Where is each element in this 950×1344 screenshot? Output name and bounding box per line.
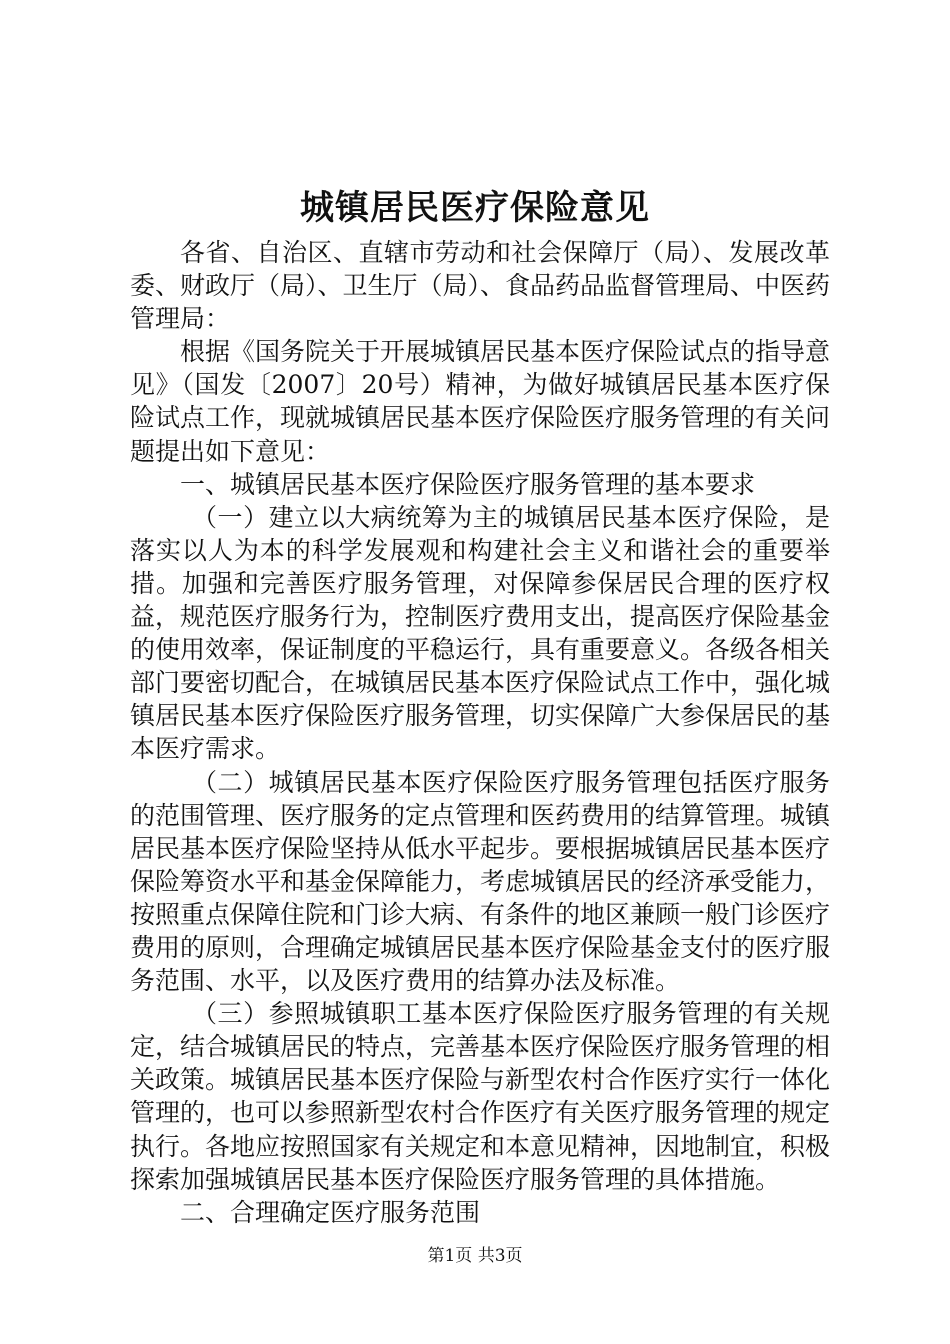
clause-paragraph-3: （三）参照城镇职工基本医疗保险医疗服务管理的有关规定，结合城镇居民的特点，完善基本医疗保险医疗服务管理的相关政策。城镇居民基本医疗保险与新型农村合作医疗实行一体化管理的，也可以参照新型农村合作医疗有关医疗服务管理的规定执行。各地应按照国家有关规定和本意见精神，因地制宜，积极探索加强城镇居民基本医疗保险医疗服务管理的具体措施。: [130, 999, 831, 1194]
intro-paragraph: 根据《国务院关于开展城镇居民基本医疗保险试点的指导意见》（国发〔2007〕20号）精神，为做好城镇居民基本医疗保险试点工作，现就城镇居民基本医疗保险医疗服务管理的有关问题提出如下意见：: [130, 337, 831, 466]
document-body: [130, 236, 830, 1229]
document-title: 城镇居民医疗保险意见: [300, 188, 650, 228]
section-heading-2: 二、合理确定医疗服务范围: [180, 1197, 481, 1227]
section-heading-1: 一、城镇居民基本医疗保险医疗服务管理的基本要求: [180, 469, 756, 499]
clause-paragraph-2: （二）城镇居民基本医疗保险医疗服务管理包括医疗服务的范围管理、医疗服务的定点管理和医药费用的结算管理。城镇居民基本医疗保险坚持从低水平起步。要根据城镇居民基本医疗保险筹资水平和基金保障能力，考虑城镇居民的经济承受能力，按照重点保障住院和门诊大病、有条件的地区兼顾一般门诊医疗费用的原则，合理确定城镇居民基本医疗保险基金支付的医疗服务范围、水平，以及医疗费用的结算办法及标准。: [130, 767, 831, 996]
addressee-paragraph: 各省、自治区、直辖市劳动和社会保障厅（局）、发展改革委、财政厅（局）、卫生厅（局）、食品药品监督管理局、中医药管理局：: [130, 238, 831, 334]
page-number-footer: 第1页 共3页: [427, 1246, 523, 1266]
clause-paragraph-1: （一）建立以大病统筹为主的城镇居民基本医疗保险，是落实以人为本的科学发展观和构建社会主义和谐社会的重要举措。加强和完善医疗服务管理，对保障参保居民合理的医疗权益，规范医疗服务行为，控制医疗费用支出，提高医疗保险基金的使用效率，保证制度的平稳运行，具有重要意义。各级各相关部门要密切配合，在城镇居民基本医疗保险试点工作中，强化城镇居民基本医疗保险医疗服务管理，切实保障广大参保居民的基本医疗需求。: [130, 502, 831, 764]
